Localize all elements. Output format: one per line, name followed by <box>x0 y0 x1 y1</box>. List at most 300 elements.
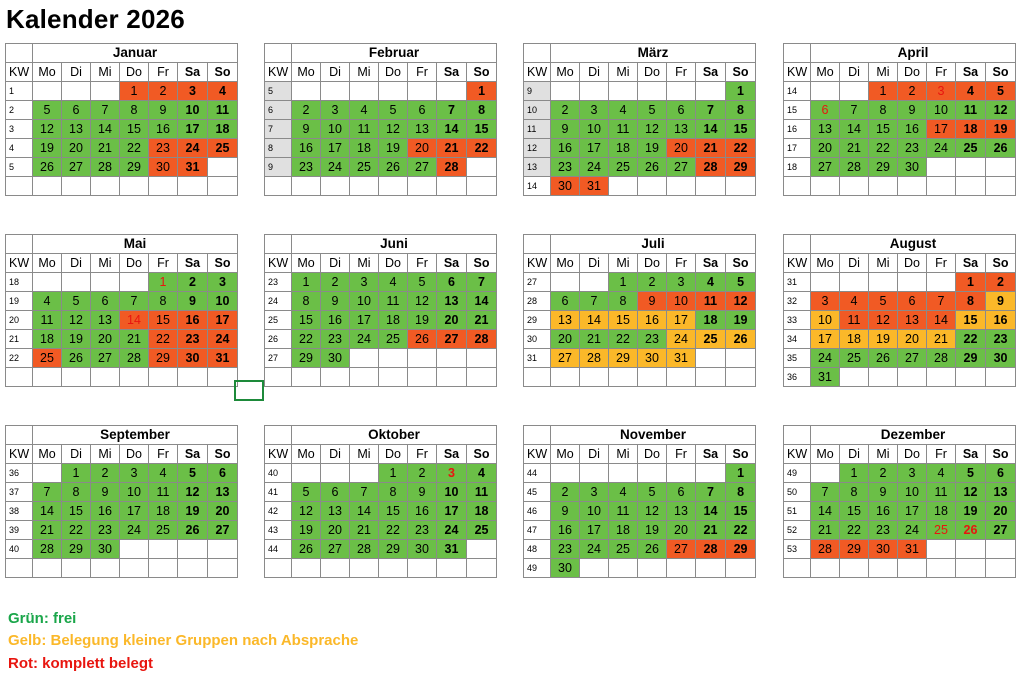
empty-cell[interactable] <box>840 177 869 196</box>
empty-cell[interactable] <box>91 559 120 578</box>
day-cell[interactable]: 16 <box>178 311 208 330</box>
day-cell[interactable]: 30 <box>178 349 208 368</box>
day-cell[interactable]: 18 <box>350 139 379 158</box>
day-cell[interactable]: 23 <box>638 330 667 349</box>
empty-cell[interactable] <box>33 273 62 292</box>
day-cell[interactable]: 11 <box>379 292 408 311</box>
day-cell[interactable]: 14 <box>927 311 956 330</box>
day-cell[interactable]: 14 <box>811 502 840 521</box>
empty-cell[interactable] <box>379 559 408 578</box>
day-cell[interactable]: 17 <box>811 330 840 349</box>
day-cell[interactable]: 1 <box>840 464 869 483</box>
day-cell[interactable]: 8 <box>292 292 321 311</box>
day-cell[interactable]: 2 <box>638 273 667 292</box>
empty-cell[interactable] <box>696 559 726 578</box>
day-cell[interactable]: 2 <box>551 101 580 120</box>
empty-cell[interactable] <box>91 273 120 292</box>
day-cell[interactable]: 23 <box>869 521 898 540</box>
day-cell[interactable]: 5 <box>869 292 898 311</box>
empty-cell[interactable] <box>379 368 408 387</box>
empty-cell[interactable] <box>580 464 609 483</box>
day-cell[interactable]: 20 <box>667 521 696 540</box>
day-cell[interactable]: 17 <box>437 502 467 521</box>
empty-cell[interactable] <box>120 273 149 292</box>
day-cell[interactable]: 7 <box>811 483 840 502</box>
day-cell[interactable]: 15 <box>120 120 149 139</box>
selected-cell[interactable] <box>234 380 264 401</box>
day-cell[interactable]: 11 <box>208 101 238 120</box>
empty-cell[interactable] <box>62 559 91 578</box>
day-cell[interactable]: 22 <box>869 139 898 158</box>
day-cell[interactable]: 5 <box>178 464 208 483</box>
day-cell[interactable]: 22 <box>292 330 321 349</box>
empty-cell[interactable] <box>437 368 467 387</box>
day-cell[interactable]: 11 <box>840 311 869 330</box>
day-cell[interactable]: 13 <box>321 502 350 521</box>
day-cell[interactable]: 24 <box>120 521 149 540</box>
empty-cell[interactable] <box>580 82 609 101</box>
empty-cell[interactable] <box>91 82 120 101</box>
empty-cell[interactable] <box>927 273 956 292</box>
day-cell[interactable]: 25 <box>33 349 62 368</box>
day-cell[interactable]: 31 <box>437 540 467 559</box>
day-cell[interactable]: 30 <box>321 349 350 368</box>
empty-cell[interactable] <box>609 464 638 483</box>
empty-cell[interactable] <box>986 368 1016 387</box>
day-cell[interactable]: 1 <box>726 82 756 101</box>
day-cell[interactable]: 19 <box>638 521 667 540</box>
day-cell[interactable]: 14 <box>696 120 726 139</box>
day-cell[interactable]: 17 <box>580 521 609 540</box>
day-cell[interactable]: 1 <box>726 464 756 483</box>
day-cell[interactable]: 5 <box>33 101 62 120</box>
day-cell[interactable]: 20 <box>408 139 437 158</box>
empty-cell[interactable] <box>609 368 638 387</box>
empty-cell[interactable] <box>292 368 321 387</box>
day-cell[interactable]: 20 <box>91 330 120 349</box>
day-cell[interactable]: 4 <box>33 292 62 311</box>
day-cell[interactable]: 6 <box>91 292 120 311</box>
empty-cell[interactable] <box>898 559 927 578</box>
empty-cell[interactable] <box>33 464 62 483</box>
day-cell[interactable]: 16 <box>91 502 120 521</box>
day-cell[interactable]: 10 <box>811 311 840 330</box>
empty-cell[interactable] <box>321 368 350 387</box>
empty-cell[interactable] <box>811 464 840 483</box>
day-cell[interactable]: 22 <box>840 521 869 540</box>
day-cell[interactable]: 20 <box>208 502 238 521</box>
day-cell[interactable]: 8 <box>726 483 756 502</box>
day-cell[interactable]: 20 <box>811 139 840 158</box>
day-cell[interactable]: 28 <box>840 158 869 177</box>
day-cell[interactable]: 29 <box>120 158 149 177</box>
day-cell[interactable]: 11 <box>350 120 379 139</box>
day-cell[interactable]: 6 <box>321 483 350 502</box>
empty-cell[interactable] <box>956 540 986 559</box>
day-cell[interactable]: 1 <box>62 464 91 483</box>
empty-cell[interactable] <box>149 540 178 559</box>
day-cell[interactable]: 4 <box>467 464 497 483</box>
day-cell[interactable]: 25 <box>956 139 986 158</box>
empty-cell[interactable] <box>467 349 497 368</box>
day-cell[interactable]: 29 <box>726 540 756 559</box>
day-cell[interactable]: 28 <box>811 540 840 559</box>
day-cell[interactable]: 25 <box>927 521 956 540</box>
day-cell[interactable]: 4 <box>609 101 638 120</box>
empty-cell[interactable] <box>408 349 437 368</box>
empty-cell[interactable] <box>726 559 756 578</box>
empty-cell[interactable] <box>956 368 986 387</box>
empty-cell[interactable] <box>292 559 321 578</box>
day-cell[interactable]: 20 <box>986 502 1016 521</box>
day-cell[interactable]: 6 <box>62 101 91 120</box>
day-cell[interactable]: 28 <box>437 158 467 177</box>
day-cell[interactable]: 13 <box>667 502 696 521</box>
day-cell[interactable]: 14 <box>350 502 379 521</box>
day-cell[interactable]: 19 <box>379 139 408 158</box>
empty-cell[interactable] <box>638 177 667 196</box>
day-cell[interactable]: 13 <box>811 120 840 139</box>
day-cell[interactable]: 9 <box>551 502 580 521</box>
empty-cell[interactable] <box>292 177 321 196</box>
day-cell[interactable]: 19 <box>408 311 437 330</box>
empty-cell[interactable] <box>62 177 91 196</box>
day-cell[interactable]: 11 <box>927 483 956 502</box>
day-cell[interactable]: 29 <box>379 540 408 559</box>
empty-cell[interactable] <box>696 177 726 196</box>
empty-cell[interactable] <box>869 273 898 292</box>
empty-cell[interactable] <box>609 177 638 196</box>
day-cell[interactable]: 16 <box>551 139 580 158</box>
day-cell[interactable]: 8 <box>869 101 898 120</box>
day-cell[interactable]: 30 <box>869 540 898 559</box>
day-cell[interactable]: 28 <box>467 330 497 349</box>
day-cell[interactable]: 16 <box>898 120 927 139</box>
day-cell[interactable]: 7 <box>580 292 609 311</box>
day-cell[interactable]: 5 <box>379 101 408 120</box>
day-cell[interactable]: 5 <box>292 483 321 502</box>
empty-cell[interactable] <box>898 273 927 292</box>
day-cell[interactable]: 5 <box>986 82 1016 101</box>
day-cell[interactable]: 10 <box>437 483 467 502</box>
empty-cell[interactable] <box>956 177 986 196</box>
day-cell[interactable]: 25 <box>609 540 638 559</box>
day-cell[interactable]: 21 <box>696 521 726 540</box>
empty-cell[interactable] <box>350 82 379 101</box>
day-cell[interactable]: 1 <box>120 82 149 101</box>
day-cell[interactable]: 9 <box>321 292 350 311</box>
day-cell[interactable]: 26 <box>62 349 91 368</box>
day-cell[interactable]: 29 <box>62 540 91 559</box>
day-cell[interactable]: 12 <box>292 502 321 521</box>
day-cell[interactable]: 29 <box>292 349 321 368</box>
day-cell[interactable]: 25 <box>696 330 726 349</box>
day-cell[interactable]: 14 <box>580 311 609 330</box>
day-cell[interactable]: 18 <box>609 521 638 540</box>
day-cell[interactable]: 7 <box>33 483 62 502</box>
day-cell[interactable]: 7 <box>437 101 467 120</box>
empty-cell[interactable] <box>437 559 467 578</box>
day-cell[interactable]: 26 <box>292 540 321 559</box>
day-cell[interactable]: 20 <box>321 521 350 540</box>
day-cell[interactable]: 19 <box>726 311 756 330</box>
day-cell[interactable]: 3 <box>927 82 956 101</box>
day-cell[interactable]: 27 <box>667 158 696 177</box>
empty-cell[interactable] <box>986 559 1016 578</box>
day-cell[interactable]: 14 <box>696 502 726 521</box>
day-cell[interactable]: 29 <box>726 158 756 177</box>
day-cell[interactable]: 23 <box>408 521 437 540</box>
day-cell[interactable]: 27 <box>208 521 238 540</box>
day-cell[interactable]: 22 <box>726 521 756 540</box>
empty-cell[interactable] <box>467 158 497 177</box>
day-cell[interactable]: 27 <box>62 158 91 177</box>
day-cell[interactable]: 23 <box>321 330 350 349</box>
day-cell[interactable]: 8 <box>379 483 408 502</box>
day-cell[interactable]: 31 <box>580 177 609 196</box>
day-cell[interactable]: 28 <box>696 158 726 177</box>
day-cell[interactable]: 14 <box>437 120 467 139</box>
day-cell[interactable]: 15 <box>869 120 898 139</box>
empty-cell[interactable] <box>580 273 609 292</box>
day-cell[interactable]: 31 <box>178 158 208 177</box>
day-cell[interactable]: 18 <box>379 311 408 330</box>
empty-cell[interactable] <box>638 559 667 578</box>
empty-cell[interactable] <box>33 82 62 101</box>
day-cell[interactable]: 16 <box>869 502 898 521</box>
day-cell[interactable]: 19 <box>292 521 321 540</box>
day-cell[interactable]: 24 <box>580 540 609 559</box>
empty-cell[interactable] <box>149 368 178 387</box>
empty-cell[interactable] <box>696 368 726 387</box>
empty-cell[interactable] <box>840 82 869 101</box>
day-cell[interactable]: 2 <box>321 273 350 292</box>
day-cell[interactable]: 15 <box>149 311 178 330</box>
day-cell[interactable]: 4 <box>149 464 178 483</box>
day-cell[interactable]: 27 <box>551 349 580 368</box>
empty-cell[interactable] <box>350 368 379 387</box>
empty-cell[interactable] <box>467 540 497 559</box>
day-cell[interactable]: 13 <box>91 311 120 330</box>
day-cell[interactable]: 11 <box>609 120 638 139</box>
day-cell[interactable]: 7 <box>350 483 379 502</box>
empty-cell[interactable] <box>178 559 208 578</box>
day-cell[interactable]: 20 <box>62 139 91 158</box>
day-cell[interactable]: 11 <box>149 483 178 502</box>
day-cell[interactable]: 8 <box>149 292 178 311</box>
day-cell[interactable]: 28 <box>350 540 379 559</box>
day-cell[interactable]: 5 <box>638 483 667 502</box>
day-cell[interactable]: 26 <box>408 330 437 349</box>
day-cell[interactable]: 23 <box>91 521 120 540</box>
day-cell[interactable]: 4 <box>696 273 726 292</box>
empty-cell[interactable] <box>927 559 956 578</box>
empty-cell[interactable] <box>840 368 869 387</box>
day-cell[interactable]: 30 <box>551 177 580 196</box>
empty-cell[interactable] <box>208 559 238 578</box>
day-cell[interactable]: 4 <box>956 82 986 101</box>
day-cell[interactable]: 2 <box>551 483 580 502</box>
day-cell[interactable]: 23 <box>551 540 580 559</box>
day-cell[interactable]: 13 <box>986 483 1016 502</box>
day-cell[interactable]: 3 <box>208 273 238 292</box>
day-cell[interactable]: 8 <box>609 292 638 311</box>
empty-cell[interactable] <box>956 559 986 578</box>
day-cell[interactable]: 19 <box>62 330 91 349</box>
day-cell[interactable]: 28 <box>120 349 149 368</box>
day-cell[interactable]: 27 <box>91 349 120 368</box>
day-cell[interactable]: 25 <box>350 158 379 177</box>
day-cell[interactable]: 30 <box>149 158 178 177</box>
empty-cell[interactable] <box>33 559 62 578</box>
day-cell[interactable]: 23 <box>551 158 580 177</box>
day-cell[interactable]: 23 <box>149 139 178 158</box>
empty-cell[interactable] <box>62 368 91 387</box>
day-cell[interactable]: 3 <box>350 273 379 292</box>
day-cell[interactable]: 24 <box>927 139 956 158</box>
day-cell[interactable]: 6 <box>208 464 238 483</box>
day-cell[interactable]: 17 <box>927 120 956 139</box>
empty-cell[interactable] <box>869 559 898 578</box>
day-cell[interactable]: 22 <box>609 330 638 349</box>
day-cell[interactable]: 27 <box>667 540 696 559</box>
empty-cell[interactable] <box>321 82 350 101</box>
empty-cell[interactable] <box>408 368 437 387</box>
day-cell[interactable]: 10 <box>667 292 696 311</box>
empty-cell[interactable] <box>667 177 696 196</box>
day-cell[interactable]: 5 <box>408 273 437 292</box>
empty-cell[interactable] <box>178 368 208 387</box>
day-cell[interactable]: 30 <box>91 540 120 559</box>
day-cell[interactable]: 22 <box>120 139 149 158</box>
day-cell[interactable]: 23 <box>292 158 321 177</box>
day-cell[interactable]: 7 <box>91 101 120 120</box>
day-cell[interactable]: 2 <box>408 464 437 483</box>
day-cell[interactable]: 1 <box>149 273 178 292</box>
day-cell[interactable]: 18 <box>609 139 638 158</box>
day-cell[interactable]: 29 <box>609 349 638 368</box>
day-cell[interactable]: 1 <box>956 273 986 292</box>
empty-cell[interactable] <box>696 464 726 483</box>
day-cell[interactable]: 4 <box>379 273 408 292</box>
empty-cell[interactable] <box>811 82 840 101</box>
empty-cell[interactable] <box>638 464 667 483</box>
day-cell[interactable]: 2 <box>986 273 1016 292</box>
empty-cell[interactable] <box>898 177 927 196</box>
day-cell[interactable]: 20 <box>667 139 696 158</box>
day-cell[interactable]: 18 <box>840 330 869 349</box>
day-cell[interactable]: 12 <box>638 502 667 521</box>
day-cell[interactable]: 29 <box>869 158 898 177</box>
day-cell[interactable]: 12 <box>379 120 408 139</box>
day-cell[interactable]: 9 <box>898 101 927 120</box>
empty-cell[interactable] <box>120 177 149 196</box>
day-cell[interactable]: 27 <box>437 330 467 349</box>
day-cell[interactable]: 3 <box>667 273 696 292</box>
day-cell[interactable]: 24 <box>208 330 238 349</box>
day-cell[interactable]: 26 <box>379 158 408 177</box>
day-cell[interactable]: 12 <box>178 483 208 502</box>
day-cell[interactable]: 21 <box>91 139 120 158</box>
day-cell[interactable]: 8 <box>956 292 986 311</box>
empty-cell[interactable] <box>379 177 408 196</box>
day-cell[interactable]: 21 <box>467 311 497 330</box>
day-cell[interactable]: 4 <box>840 292 869 311</box>
empty-cell[interactable] <box>696 349 726 368</box>
empty-cell[interactable] <box>350 464 379 483</box>
day-cell[interactable]: 14 <box>91 120 120 139</box>
day-cell[interactable]: 29 <box>149 349 178 368</box>
empty-cell[interactable] <box>120 559 149 578</box>
empty-cell[interactable] <box>927 158 956 177</box>
day-cell[interactable]: 10 <box>208 292 238 311</box>
empty-cell[interactable] <box>986 540 1016 559</box>
day-cell[interactable]: 6 <box>811 101 840 120</box>
day-cell[interactable]: 18 <box>149 502 178 521</box>
day-cell[interactable]: 10 <box>120 483 149 502</box>
day-cell[interactable]: 5 <box>62 292 91 311</box>
day-cell[interactable]: 11 <box>956 101 986 120</box>
empty-cell[interactable] <box>91 368 120 387</box>
day-cell[interactable]: 15 <box>292 311 321 330</box>
day-cell[interactable]: 11 <box>609 502 638 521</box>
day-cell[interactable]: 22 <box>379 521 408 540</box>
day-cell[interactable]: 12 <box>62 311 91 330</box>
day-cell[interactable]: 17 <box>120 502 149 521</box>
day-cell[interactable]: 27 <box>986 521 1016 540</box>
day-cell[interactable]: 15 <box>840 502 869 521</box>
empty-cell[interactable] <box>437 177 467 196</box>
day-cell[interactable]: 18 <box>956 120 986 139</box>
day-cell[interactable]: 14 <box>33 502 62 521</box>
day-cell[interactable]: 17 <box>178 120 208 139</box>
empty-cell[interactable] <box>408 559 437 578</box>
day-cell[interactable]: 6 <box>667 101 696 120</box>
empty-cell[interactable] <box>580 559 609 578</box>
empty-cell[interactable] <box>120 368 149 387</box>
day-cell[interactable]: 10 <box>350 292 379 311</box>
day-cell[interactable]: 5 <box>956 464 986 483</box>
day-cell[interactable]: 14 <box>120 311 149 330</box>
day-cell[interactable]: 7 <box>120 292 149 311</box>
empty-cell[interactable] <box>437 82 467 101</box>
day-cell[interactable]: 3 <box>178 82 208 101</box>
day-cell[interactable]: 4 <box>208 82 238 101</box>
empty-cell[interactable] <box>869 368 898 387</box>
day-cell[interactable]: 18 <box>33 330 62 349</box>
day-cell[interactable]: 22 <box>467 139 497 158</box>
day-cell[interactable]: 22 <box>726 139 756 158</box>
day-cell[interactable]: 30 <box>408 540 437 559</box>
day-cell[interactable]: 24 <box>437 521 467 540</box>
day-cell[interactable]: 7 <box>927 292 956 311</box>
day-cell[interactable]: 26 <box>869 349 898 368</box>
day-cell[interactable]: 15 <box>956 311 986 330</box>
empty-cell[interactable] <box>986 177 1016 196</box>
empty-cell[interactable] <box>208 158 238 177</box>
empty-cell[interactable] <box>379 349 408 368</box>
day-cell[interactable]: 12 <box>726 292 756 311</box>
empty-cell[interactable] <box>667 464 696 483</box>
day-cell[interactable]: 12 <box>638 120 667 139</box>
day-cell[interactable]: 17 <box>208 311 238 330</box>
day-cell[interactable]: 29 <box>956 349 986 368</box>
empty-cell[interactable] <box>467 559 497 578</box>
empty-cell[interactable] <box>350 349 379 368</box>
empty-cell[interactable] <box>927 368 956 387</box>
day-cell[interactable]: 3 <box>321 101 350 120</box>
day-cell[interactable]: 23 <box>898 139 927 158</box>
